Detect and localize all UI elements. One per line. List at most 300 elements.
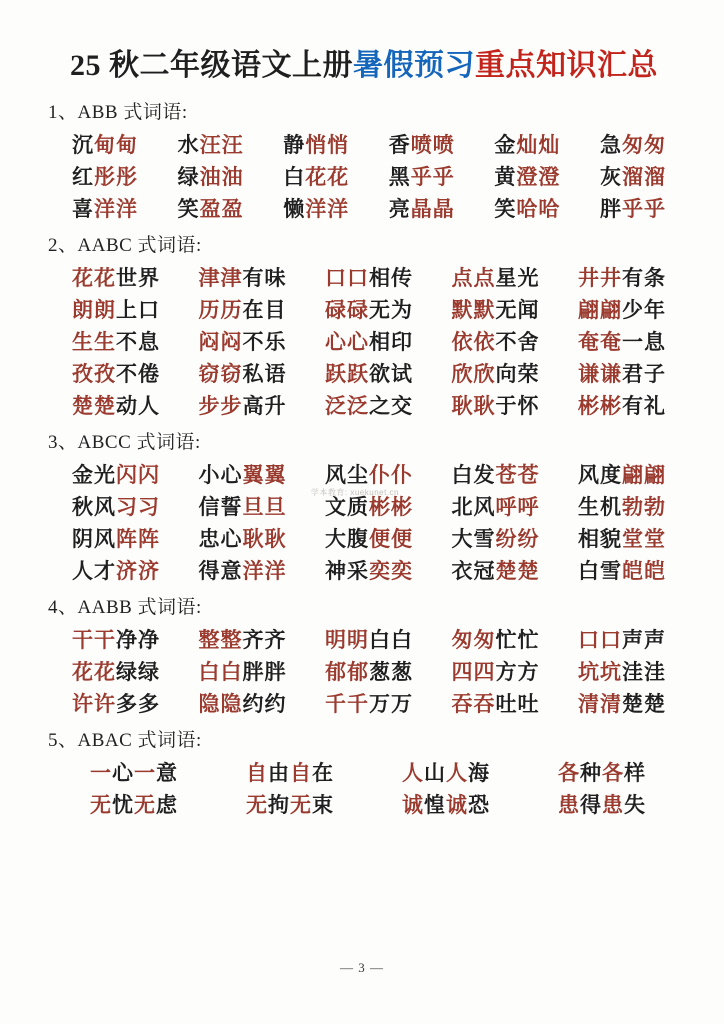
word-segment-red: 津津 bbox=[198, 266, 243, 290]
word-segment-black: 样 bbox=[624, 761, 646, 785]
word-segment-black: 高升 bbox=[242, 394, 287, 418]
word-item bbox=[389, 196, 455, 223]
section-heading-abb: 1、ABB 式词语: bbox=[48, 102, 188, 123]
word-segment-black: 衣冠 bbox=[451, 559, 496, 583]
word-segment-red: 千千 bbox=[325, 692, 369, 716]
word-segment-black: 生机 bbox=[578, 495, 622, 519]
word-segment-red: 历历 bbox=[198, 298, 243, 322]
word-row bbox=[46, 792, 682, 819]
word-row bbox=[46, 494, 682, 521]
word-item bbox=[199, 691, 287, 718]
word-segment-black: 惶 bbox=[424, 793, 446, 817]
word-segment-black: 无为 bbox=[369, 298, 413, 322]
word-segment-black: 急 bbox=[599, 133, 622, 157]
word-item bbox=[389, 164, 455, 191]
word-item bbox=[578, 361, 666, 388]
word-segment-red: 无 bbox=[246, 793, 268, 817]
word-item bbox=[72, 494, 160, 521]
word-item bbox=[600, 132, 666, 159]
word-segment-red: 勃勃 bbox=[622, 495, 666, 519]
word-row bbox=[46, 760, 682, 787]
word-segment-red: 患 bbox=[602, 793, 624, 817]
word-segment-black: 世界 bbox=[116, 266, 160, 290]
word-row bbox=[46, 627, 682, 654]
word-segment-black: 一息 bbox=[622, 330, 666, 354]
word-segment-red: 明明 bbox=[325, 628, 369, 652]
word-segment-red: 碌碌 bbox=[325, 298, 369, 322]
word-item bbox=[452, 265, 540, 292]
word-segment-black: 有条 bbox=[622, 266, 666, 290]
word-segment-red: 清清 bbox=[578, 692, 622, 716]
word-item bbox=[325, 494, 413, 521]
word-segment-red: 彬彬 bbox=[369, 495, 413, 519]
word-segment-red: 各 bbox=[558, 761, 580, 785]
word-item bbox=[578, 393, 666, 420]
page-title bbox=[46, 46, 682, 86]
word-segment-black: 声声 bbox=[622, 628, 666, 652]
word-segment-red: 整整 bbox=[198, 628, 243, 652]
word-segment-black: 楚楚 bbox=[622, 692, 666, 716]
word-item bbox=[72, 164, 138, 191]
word-item bbox=[578, 462, 666, 489]
word-segment-red: 便便 bbox=[369, 527, 413, 551]
word-segment-black: 亮 bbox=[388, 197, 411, 221]
word-segment-red: 诚 bbox=[446, 793, 468, 817]
word-segment-black: 失 bbox=[624, 793, 646, 817]
word-segment-red: 楚楚 bbox=[72, 394, 116, 418]
word-segment-black: 意 bbox=[156, 761, 178, 785]
word-segment-red: 诚 bbox=[402, 793, 424, 817]
word-segment-black: 金光 bbox=[72, 463, 116, 487]
word-item bbox=[72, 329, 160, 356]
word-item bbox=[452, 393, 540, 420]
word-segment-red: 翼翼 bbox=[242, 463, 287, 487]
word-item bbox=[600, 164, 666, 191]
word-item bbox=[283, 196, 349, 223]
section-aabc bbox=[46, 233, 682, 420]
word-item bbox=[178, 196, 244, 223]
word-segment-black: 笑 bbox=[494, 197, 517, 221]
word-segment-black: 白白 bbox=[369, 628, 413, 652]
word-segment-red: 无 bbox=[134, 793, 156, 817]
word-segment-black: 阴风 bbox=[72, 527, 116, 551]
word-segment-black: 由 bbox=[268, 761, 290, 785]
word-segment-black: 胖胖 bbox=[242, 660, 287, 684]
section-heading-abcc: 3、ABCC 式词语: bbox=[48, 432, 201, 453]
word-row bbox=[46, 132, 682, 159]
word-item bbox=[325, 265, 413, 292]
word-segment-black: 于怀 bbox=[495, 394, 540, 418]
word-segment-black: 大雪 bbox=[451, 527, 496, 551]
word-item bbox=[452, 526, 540, 553]
word-segment-black: 海 bbox=[468, 761, 490, 785]
word-segment-red: 苍苍 bbox=[495, 463, 540, 487]
word-segment-black: 沉 bbox=[72, 133, 94, 157]
word-item bbox=[578, 691, 666, 718]
word-item bbox=[246, 792, 334, 819]
word-segment-black: 白发 bbox=[451, 463, 496, 487]
word-segment-red: 隐隐 bbox=[198, 692, 243, 716]
word-segment-red: 翩翩 bbox=[578, 298, 622, 322]
word-segment-red: 口口 bbox=[325, 266, 369, 290]
word-item bbox=[578, 265, 666, 292]
word-item bbox=[452, 627, 540, 654]
section-abac bbox=[46, 728, 682, 819]
word-segment-red: 奄奄 bbox=[578, 330, 622, 354]
word-row bbox=[46, 558, 682, 585]
word-row bbox=[46, 526, 682, 553]
word-segment-red: 花花 bbox=[305, 165, 350, 189]
word-segment-black: 黄 bbox=[494, 165, 517, 189]
word-item bbox=[578, 526, 666, 553]
word-item bbox=[72, 196, 138, 223]
word-segment-red: 人 bbox=[446, 761, 468, 785]
word-segment-red: 许许 bbox=[72, 692, 116, 716]
word-row bbox=[46, 196, 682, 223]
word-item bbox=[72, 297, 160, 324]
word-segment-red: 溜溜 bbox=[621, 165, 666, 189]
word-segment-red: 孜孜 bbox=[72, 362, 116, 386]
word-segment-black: 虑 bbox=[156, 793, 178, 817]
word-segment-black: 相传 bbox=[369, 266, 413, 290]
word-segment-red: 心心 bbox=[325, 330, 369, 354]
word-segment-black: 不舍 bbox=[495, 330, 540, 354]
word-segment-red: 步步 bbox=[198, 394, 243, 418]
word-segment-red: 默默 bbox=[451, 298, 496, 322]
word-segment-red: 翩翩 bbox=[622, 463, 666, 487]
word-row bbox=[46, 297, 682, 324]
word-item bbox=[452, 691, 540, 718]
word-segment-black: 拘 bbox=[268, 793, 290, 817]
word-segment-red: 耿耿 bbox=[242, 527, 287, 551]
word-item bbox=[578, 558, 666, 585]
section-heading-aabb: 4、AABB 式词语: bbox=[48, 597, 202, 618]
word-segment-black: 香 bbox=[388, 133, 411, 157]
word-item bbox=[199, 393, 287, 420]
word-item bbox=[325, 361, 413, 388]
word-segment-red: 闷闷 bbox=[198, 330, 243, 354]
word-segment-red: 油油 bbox=[199, 165, 244, 189]
word-item bbox=[494, 196, 560, 223]
word-segment-red: 花花 bbox=[72, 266, 116, 290]
word-segment-black: 懒 bbox=[283, 197, 306, 221]
title-part-red: 重点知识汇总 bbox=[475, 49, 658, 82]
word-segment-red: 晶晶 bbox=[410, 197, 455, 221]
word-item bbox=[452, 297, 540, 324]
word-segment-black: 方方 bbox=[495, 660, 540, 684]
word-item bbox=[325, 659, 413, 686]
word-item bbox=[389, 132, 455, 159]
word-segment-red: 呼呼 bbox=[495, 495, 540, 519]
word-segment-black: 白雪 bbox=[578, 559, 622, 583]
word-item bbox=[72, 659, 160, 686]
word-segment-black: 洼洼 bbox=[622, 660, 666, 684]
section-aabb bbox=[46, 595, 682, 718]
word-row bbox=[46, 164, 682, 191]
word-segment-black: 不息 bbox=[116, 330, 160, 354]
word-segment-black: 神采 bbox=[325, 559, 369, 583]
word-row bbox=[46, 361, 682, 388]
word-segment-red: 欣欣 bbox=[451, 362, 496, 386]
word-item bbox=[72, 393, 160, 420]
word-segment-red: 朗朗 bbox=[72, 298, 116, 322]
word-segment-red: 自 bbox=[246, 761, 268, 785]
section-heading-abac: 5、ABAC 式词语: bbox=[48, 730, 202, 751]
word-item bbox=[325, 558, 413, 585]
word-segment-black: 得意 bbox=[198, 559, 243, 583]
word-segment-black: 恐 bbox=[468, 793, 490, 817]
word-segment-black: 人才 bbox=[72, 559, 116, 583]
word-segment-red: 洋洋 bbox=[94, 197, 138, 221]
word-segment-red: 悄悄 bbox=[305, 133, 350, 157]
word-segment-black: 北风 bbox=[451, 495, 496, 519]
word-item bbox=[558, 760, 646, 787]
word-item bbox=[246, 760, 334, 787]
word-sections-container bbox=[46, 100, 682, 819]
word-segment-black: 之交 bbox=[369, 394, 413, 418]
word-segment-red: 堂堂 bbox=[622, 527, 666, 551]
word-item bbox=[199, 558, 287, 585]
word-segment-black: 齐齐 bbox=[242, 628, 287, 652]
word-segment-black: 不倦 bbox=[116, 362, 160, 386]
word-item bbox=[452, 462, 540, 489]
word-segment-black: 金 bbox=[494, 133, 517, 157]
word-segment-black: 吐吐 bbox=[495, 692, 540, 716]
word-segment-red: 洋洋 bbox=[305, 197, 350, 221]
word-segment-black: 少年 bbox=[622, 298, 666, 322]
word-segment-black: 喜 bbox=[72, 197, 94, 221]
word-segment-black: 无闻 bbox=[495, 298, 540, 322]
word-segment-red: 白白 bbox=[198, 660, 243, 684]
word-segment-red: 阵阵 bbox=[116, 527, 160, 551]
word-segment-red: 谦谦 bbox=[578, 362, 622, 386]
word-segment-black: 白 bbox=[283, 165, 306, 189]
word-item bbox=[178, 164, 244, 191]
word-segment-black: 忧 bbox=[112, 793, 134, 817]
section-heading-aabc: 2、AABC 式词语: bbox=[48, 235, 202, 256]
word-segment-black: 秋风 bbox=[72, 495, 116, 519]
word-item bbox=[72, 526, 160, 553]
word-segment-black: 在目 bbox=[242, 298, 287, 322]
word-item bbox=[452, 361, 540, 388]
word-segment-black: 多多 bbox=[116, 692, 160, 716]
word-segment-black: 上口 bbox=[116, 298, 160, 322]
word-segment-black: 君子 bbox=[622, 362, 666, 386]
word-item bbox=[72, 132, 138, 159]
word-segment-red: 坑坑 bbox=[578, 660, 622, 684]
word-segment-black: 黑 bbox=[388, 165, 411, 189]
word-segment-red: 一 bbox=[134, 761, 156, 785]
word-segment-red: 各 bbox=[602, 761, 624, 785]
word-row bbox=[46, 329, 682, 356]
word-item bbox=[494, 132, 560, 159]
watermark: 学本教育: xuekunet.cn bbox=[310, 488, 399, 497]
word-item bbox=[325, 462, 413, 489]
word-segment-red: 干干 bbox=[72, 628, 116, 652]
word-item bbox=[90, 760, 178, 787]
word-item bbox=[72, 462, 160, 489]
word-segment-red: 奕奕 bbox=[369, 559, 413, 583]
word-segment-black: 胖 bbox=[599, 197, 622, 221]
word-segment-red: 吞吞 bbox=[451, 692, 496, 716]
word-row bbox=[46, 691, 682, 718]
word-segment-black: 风尘 bbox=[325, 463, 369, 487]
word-segment-black: 净净 bbox=[116, 628, 160, 652]
word-item bbox=[325, 691, 413, 718]
word-item bbox=[199, 659, 287, 686]
word-item bbox=[90, 792, 178, 819]
word-segment-red: 哈哈 bbox=[516, 197, 561, 221]
word-segment-red: 井井 bbox=[578, 266, 622, 290]
word-segment-red: 乎乎 bbox=[410, 165, 455, 189]
word-segment-black: 水 bbox=[177, 133, 200, 157]
word-item bbox=[578, 659, 666, 686]
word-segment-red: 一 bbox=[90, 761, 112, 785]
word-row bbox=[46, 393, 682, 420]
word-item bbox=[558, 792, 646, 819]
word-segment-red: 耿耿 bbox=[451, 394, 496, 418]
word-item bbox=[283, 132, 349, 159]
word-segment-black: 笑 bbox=[177, 197, 200, 221]
word-segment-black: 束 bbox=[312, 793, 334, 817]
word-segment-red: 澄澄 bbox=[516, 165, 561, 189]
word-segment-red: 泛泛 bbox=[325, 394, 369, 418]
word-item bbox=[199, 627, 287, 654]
page-number: — 3 — bbox=[340, 960, 384, 975]
word-segment-red: 无 bbox=[90, 793, 112, 817]
word-segment-black: 种 bbox=[580, 761, 602, 785]
word-segment-red: 无 bbox=[290, 793, 312, 817]
word-segment-red: 彬彬 bbox=[578, 394, 622, 418]
title-part-blue: 暑假预习 bbox=[353, 49, 475, 82]
word-segment-red: 洋洋 bbox=[242, 559, 287, 583]
word-item bbox=[325, 329, 413, 356]
word-item bbox=[578, 627, 666, 654]
word-segment-black: 文质 bbox=[325, 495, 369, 519]
word-segment-red: 花花 bbox=[72, 660, 116, 684]
word-segment-black: 向荣 bbox=[495, 362, 540, 386]
word-item bbox=[325, 393, 413, 420]
word-segment-black: 灰 bbox=[599, 165, 622, 189]
word-segment-red: 汪汪 bbox=[199, 133, 244, 157]
word-segment-red: 纷纷 bbox=[495, 527, 540, 551]
word-item bbox=[452, 659, 540, 686]
word-item bbox=[199, 265, 287, 292]
word-row bbox=[46, 659, 682, 686]
word-row bbox=[46, 462, 682, 489]
word-segment-red: 匆匆 bbox=[621, 133, 666, 157]
word-item bbox=[494, 164, 560, 191]
word-segment-red: 人 bbox=[402, 761, 424, 785]
word-segment-black: 心 bbox=[112, 761, 134, 785]
word-item bbox=[578, 297, 666, 324]
word-segment-red: 跃跃 bbox=[325, 362, 369, 386]
word-segment-red: 匆匆 bbox=[451, 628, 496, 652]
word-item bbox=[452, 558, 540, 585]
word-segment-black: 大腹 bbox=[325, 527, 369, 551]
word-segment-black: 万万 bbox=[369, 692, 413, 716]
word-item bbox=[72, 691, 160, 718]
word-segment-black: 葱葱 bbox=[369, 660, 413, 684]
word-segment-black: 山 bbox=[424, 761, 446, 785]
word-segment-red: 闪闪 bbox=[116, 463, 160, 487]
word-segment-black: 忙忙 bbox=[495, 628, 540, 652]
word-segment-red: 楚楚 bbox=[495, 559, 540, 583]
title-part-black: 25 秋二年级语文上册 bbox=[70, 49, 353, 82]
word-segment-red: 自 bbox=[290, 761, 312, 785]
word-item bbox=[452, 329, 540, 356]
word-segment-black: 不乐 bbox=[242, 330, 287, 354]
word-segment-red: 济济 bbox=[116, 559, 160, 583]
word-item bbox=[600, 196, 666, 223]
word-row bbox=[46, 265, 682, 292]
word-segment-red: 窃窃 bbox=[198, 362, 243, 386]
word-segment-black: 约约 bbox=[242, 692, 287, 716]
word-item bbox=[199, 526, 287, 553]
word-segment-red: 患 bbox=[558, 793, 580, 817]
word-segment-red: 皑皑 bbox=[622, 559, 666, 583]
word-segment-red: 彤彤 bbox=[94, 165, 138, 189]
word-segment-red: 点点 bbox=[451, 266, 496, 290]
word-segment-black: 绿 bbox=[177, 165, 200, 189]
word-item bbox=[178, 132, 244, 159]
word-segment-red: 灿灿 bbox=[516, 133, 561, 157]
section-abcc bbox=[46, 430, 682, 585]
word-item bbox=[402, 792, 490, 819]
word-segment-black: 私语 bbox=[242, 362, 287, 386]
word-segment-red: 旦旦 bbox=[242, 495, 287, 519]
word-segment-black: 小心 bbox=[198, 463, 243, 487]
word-item bbox=[72, 627, 160, 654]
word-segment-red: 郁郁 bbox=[325, 660, 369, 684]
word-segment-black: 绿绿 bbox=[116, 660, 160, 684]
word-segment-black: 有味 bbox=[242, 266, 287, 290]
word-item bbox=[199, 494, 287, 521]
section-abb bbox=[46, 100, 682, 223]
word-segment-black: 静 bbox=[283, 133, 306, 157]
word-item bbox=[199, 462, 287, 489]
word-segment-red: 喷喷 bbox=[410, 133, 455, 157]
word-segment-red: 四四 bbox=[451, 660, 496, 684]
word-segment-red: 盈盈 bbox=[199, 197, 244, 221]
word-item bbox=[325, 526, 413, 553]
word-item bbox=[72, 558, 160, 585]
word-item bbox=[72, 265, 160, 292]
word-segment-red: 仆仆 bbox=[369, 463, 413, 487]
word-item bbox=[578, 329, 666, 356]
word-segment-black: 相印 bbox=[369, 330, 413, 354]
word-segment-red: 习习 bbox=[116, 495, 160, 519]
word-segment-black: 在 bbox=[312, 761, 334, 785]
word-segment-black: 欲试 bbox=[369, 362, 413, 386]
word-segment-black: 相貌 bbox=[578, 527, 622, 551]
word-segment-black: 星光 bbox=[495, 266, 540, 290]
word-item bbox=[199, 361, 287, 388]
word-segment-black: 信誓 bbox=[198, 495, 243, 519]
word-segment-red: 甸甸 bbox=[94, 133, 138, 157]
word-segment-black: 动人 bbox=[116, 394, 160, 418]
word-segment-red: 依依 bbox=[451, 330, 496, 354]
word-item bbox=[199, 297, 287, 324]
word-segment-black: 红 bbox=[72, 165, 94, 189]
word-item bbox=[72, 361, 160, 388]
word-segment-red: 乎乎 bbox=[621, 197, 666, 221]
word-item bbox=[283, 164, 349, 191]
word-item bbox=[325, 297, 413, 324]
word-item bbox=[325, 627, 413, 654]
word-item bbox=[452, 494, 540, 521]
word-item bbox=[199, 329, 287, 356]
